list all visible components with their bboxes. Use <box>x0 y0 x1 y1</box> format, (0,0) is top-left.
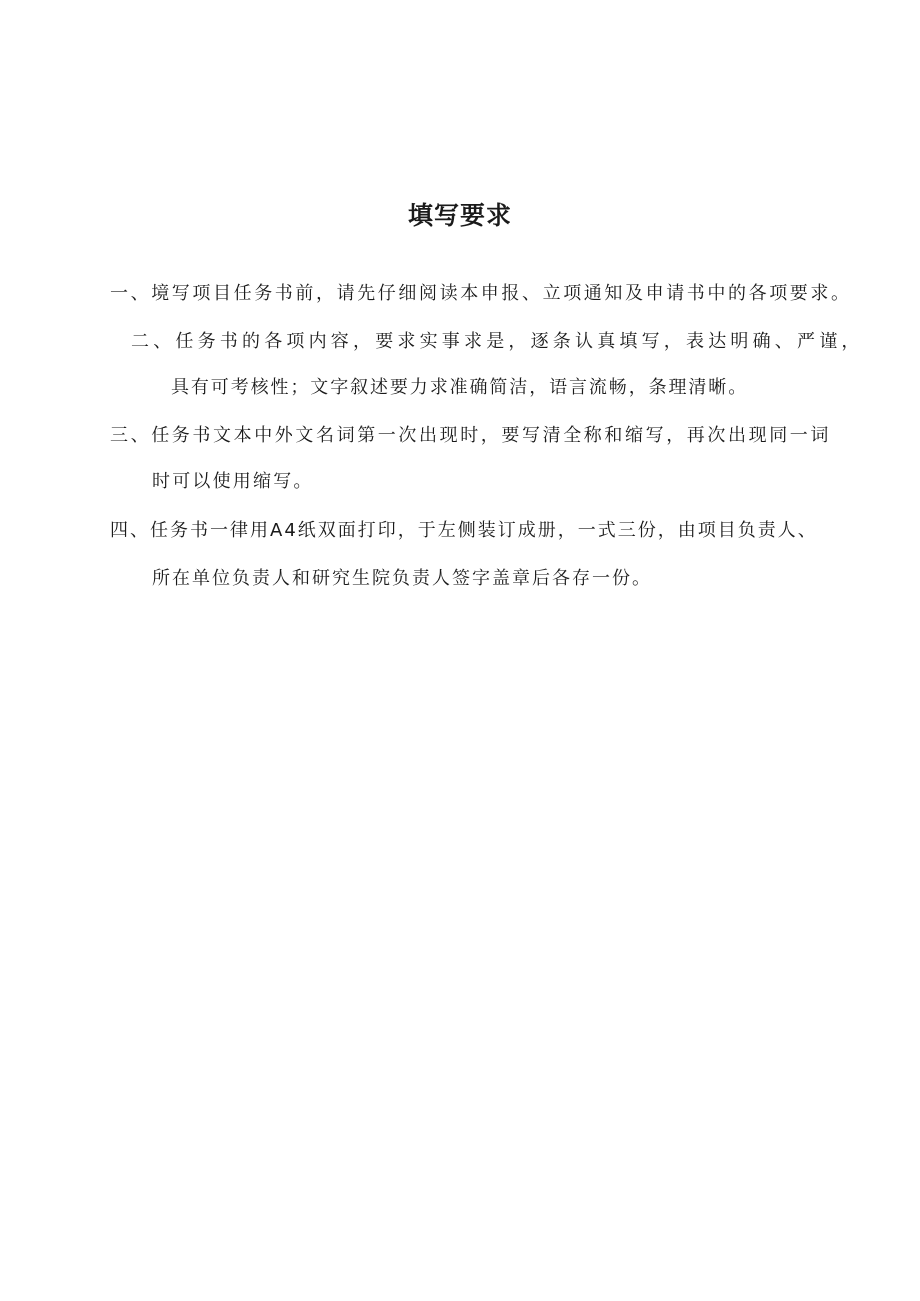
requirement-4-line-1: 四、任务书一律用A4纸双面打印，于左侧装订成册，一式三份，由项目负责人、 <box>110 520 818 541</box>
requirement-1-line-1: 一、境写项目任务书前，请先仔细阅读本申报、立项通知及申请书中的各项要求。 <box>110 283 852 304</box>
requirement-3-line-1: 三、任务书文本中外文名词第一次出现时，要写清全称和缩写，再次出现同一词 <box>110 425 831 446</box>
requirement-2-line-1: 二、任务书的各项内容，要求实事求是，逐条认真填写，表达明确、严谨， <box>131 331 864 352</box>
requirement-3-line-2: 时可以使用缩写。 <box>152 471 314 492</box>
requirement-2-line-2: 具有可考核性；文字叙述要力求准确简洁，语言流畅，条理清晰。 <box>171 377 749 398</box>
page-title: 填写要求 <box>407 201 512 230</box>
requirement-4-line-2: 所在单位负责人和研究生院负责人签字盖章后各存一份。 <box>152 568 652 589</box>
